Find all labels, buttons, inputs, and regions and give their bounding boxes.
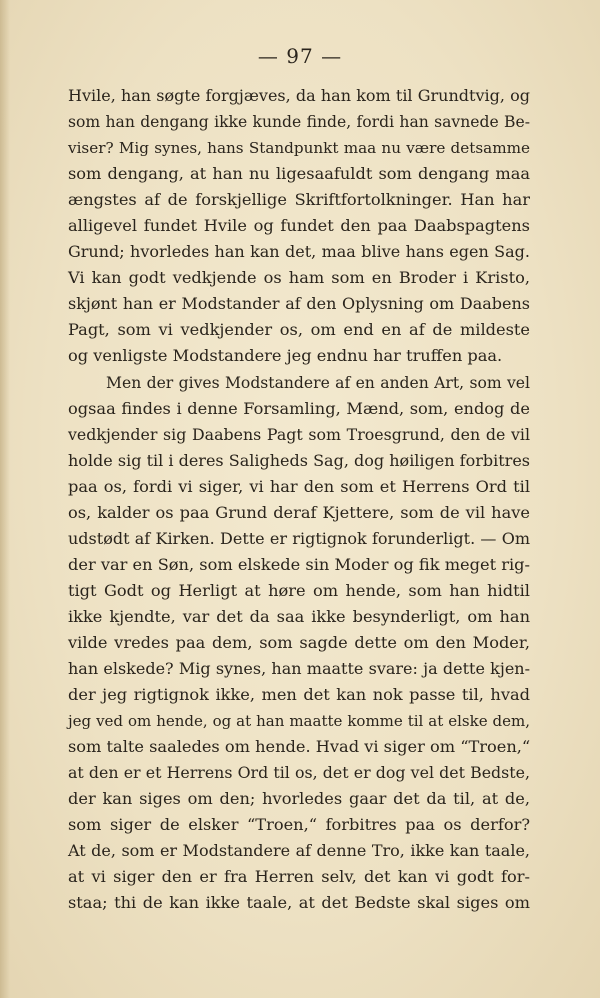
text-line: der jeg rigtignok ikke, men det kan nok passe til, hvad (68, 685, 530, 705)
page-binding-shadow (0, 0, 10, 998)
page-number: — 97 — (257, 44, 343, 68)
text-line: ikke kjendte, var det da saa ikke besynderligt, om han (68, 606, 530, 626)
text-line: og venligste Modstandere jeg endnu har truffen paa. (68, 346, 503, 366)
text-line: som dengang, at han nu ligesaafuldt som dengang maa (68, 164, 530, 184)
text-line: at den er et Herrens Ord til os, det er dog vel det Bedste, (68, 763, 530, 783)
text-line: ogsaa findes i denne Forsamling, Mænd, som, endog de (68, 398, 530, 418)
text-line: ængstes af de forskjellige Skriftfortolkninger. Han har (68, 190, 530, 210)
text-line: holde sig til i deres Saligheds Sag, dog høiligen forbitres (68, 450, 530, 470)
text-line: Hvile, han søgte forgjæves, da han kom til Grundtvig, og (68, 86, 530, 105)
body-text (68, 83, 530, 917)
paragraph-start-line: Men der gives Modstandere af en anden Art, som vel (106, 373, 530, 392)
text-line: som talte saaledes om hende. Hvad vi siger om “Troen,“ (68, 737, 531, 757)
text-line: Vi kan godt vedkjende os ham som en Broder i Kristo, (68, 268, 530, 288)
text-line: vedkjender sig Daabens Pagt som Troesgrund, den de vil (68, 424, 530, 444)
text-line: som siger de elsker “Troen,“ forbitres paa os derfor? (68, 815, 530, 835)
text-line: alligevel fundet Hvile og fundet den paa Daabspagtens (68, 216, 530, 236)
text-line: viser? Mig synes, hans Standpunkt maa nu være detsamme (68, 139, 530, 158)
text-line: jeg ved om hende, og at han maatte komme til at elske dem, (68, 712, 530, 731)
text-line: paa os, fordi vi siger, vi har den som et Herrens Ord til (68, 476, 530, 496)
text-line: skjønt han er Modstander af den Oplysning om Daabens (68, 294, 530, 314)
text-line: At de, som er Modstandere af denne Tro, ikke kan taale, (68, 841, 530, 861)
text-line: staa; thi de kan ikke taale, at det Bedste skal siges om (68, 893, 530, 913)
text-line: udstødt af Kirken. Dette er rigtignok forunderligt. — Om (68, 528, 530, 548)
text-line: der kan siges om den; hvorledes gaar det da til, at de, (68, 789, 530, 809)
text-line: os, kalder os paa Grund deraf Kjettere, som de vil have (68, 502, 530, 522)
text-line: som han dengang ikke kunde finde, fordi han savnede Be- (68, 113, 530, 132)
text-line: der var en Søn, som elskede sin Moder og fik meget rig- (68, 554, 530, 574)
text-line: Grund; hvorledes han kan det, maa blive hans egen Sag. (68, 242, 530, 262)
text-line: at vi siger den er fra Herren selv, det kan vi godt for- (68, 867, 530, 887)
text-line: vilde vredes paa dem, som sagde dette om den Moder, (68, 632, 530, 652)
text-line: Pagt, som vi vedkjender os, om end en af de mildeste (68, 320, 530, 340)
text-line: tigt Godt og Herligt at høre om hende, som han hidtil (68, 580, 530, 600)
text-line: han elskede? Mig synes, han maatte svare: ja dette kjen- (68, 659, 530, 679)
